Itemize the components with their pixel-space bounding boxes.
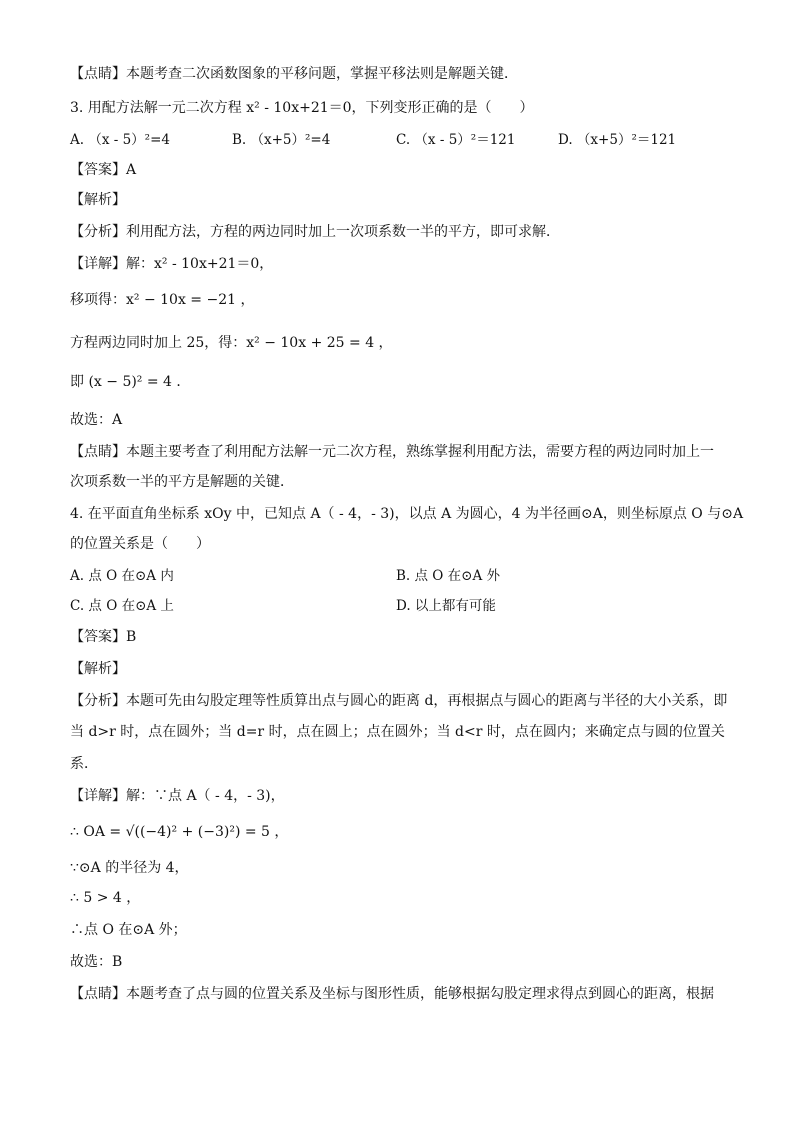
q4-analysis-line-3: 系． — [70, 756, 98, 772]
q3-comment-line-2: 次项系数一半的平方是解题的关键． — [70, 474, 294, 490]
q3-option-b: B. （x+5）²=4 — [232, 132, 331, 148]
q3-comment-line-1: 【点睛】本题主要考查了利用配方法解一元二次方程，熟练掌握利用配方法，需要方程的两边同时加上一 — [70, 444, 714, 460]
q3-solution-line-3: 方程两边同时加上 25，得：x² − 10x + 25 = 4 ， — [70, 335, 393, 351]
q3-solution-line-2: 移项得：x² − 10x = −21 ， — [70, 292, 255, 308]
q4-solution-line-3: ∵⊙A 的半径为 4， — [70, 860, 189, 876]
q4-analysis-line-2: 当 d>r 时，点在圆外；当 d=r 时，点在圆上；点在圆外；当 d<r 时，点在圆内；来确定点与圆的位置关 — [70, 724, 725, 740]
q4-option-b: B. 点 O 在⊙A 外 — [396, 568, 501, 584]
q3-option-c: C. （x - 5）²＝121 — [396, 132, 516, 148]
q3-solution-line-4: 即 (x − 5)² = 4 ． — [70, 374, 191, 390]
question-4-stem-line-1: 4. 在平面直角坐标系 xOy 中，已知点 A（ - 4，- 3)，以点 A 为圆心，4 为半径画⊙A，则坐标原点 O 与⊙A — [70, 506, 744, 522]
q4-option-c: C. 点 O 在⊙A 上 — [70, 598, 174, 614]
q3-answer: 【答案】A — [70, 162, 137, 178]
q3-analysis-text: 【分析】利用配方法，方程的两边同时加上一次项系数一半的平方，即可求解． — [70, 224, 560, 240]
q4-analysis-line-1: 【分析】本题可先由勾股定理等性质算出点与圆心的距离 d，再根据点与圆心的距离与半径的大小关系，即 — [70, 693, 728, 709]
q4-solution-line-4: ∴ 5 > 4 ， — [70, 890, 141, 906]
prev-comment-line: 【点睛】本题考查二次函数图象的平移问题，掌握平移法则是解题关键． — [70, 66, 518, 82]
q4-solution-line-1: 【详解】解：∵点 A（ - 4，- 3)， — [70, 788, 285, 804]
q4-option-a: A. 点 O 在⊙A 内 — [70, 568, 174, 584]
q4-answer: 【答案】B — [70, 629, 137, 645]
q3-option-d: D. （x+5）²＝121 — [558, 132, 677, 148]
q4-choice: 故选：B — [70, 954, 123, 970]
question-3-stem: 3. 用配方法解一元二次方程 x² - 10x+21＝0，下列变形正确的是（ ） — [70, 100, 534, 116]
q4-comment-line-1: 【点睛】本题考查了点与圆的位置关系及坐标与图形性质，能够根据勾股定理求得点到圆心的距离，根据 — [70, 986, 714, 1002]
q3-solution-line-1: 【详解】解：x² - 10x+21＝0， — [70, 256, 274, 272]
q4-solution-line-2: ∴ OA = √((−4)² + (−3)²) = 5 ， — [70, 824, 289, 840]
q4-solution-line-5: ∴点 O 在⊙A 外； — [70, 922, 187, 938]
q3-choice: 故选：A — [70, 412, 123, 428]
question-4-stem-line-2: 的位置关系是（ ） — [70, 536, 210, 552]
q4-analysis-heading: 【解析】 — [70, 661, 126, 677]
q3-option-a: A. （x - 5）²=4 — [70, 132, 170, 148]
q4-option-d: D. 以上都有可能 — [396, 598, 496, 614]
q3-analysis-heading: 【解析】 — [70, 192, 126, 208]
